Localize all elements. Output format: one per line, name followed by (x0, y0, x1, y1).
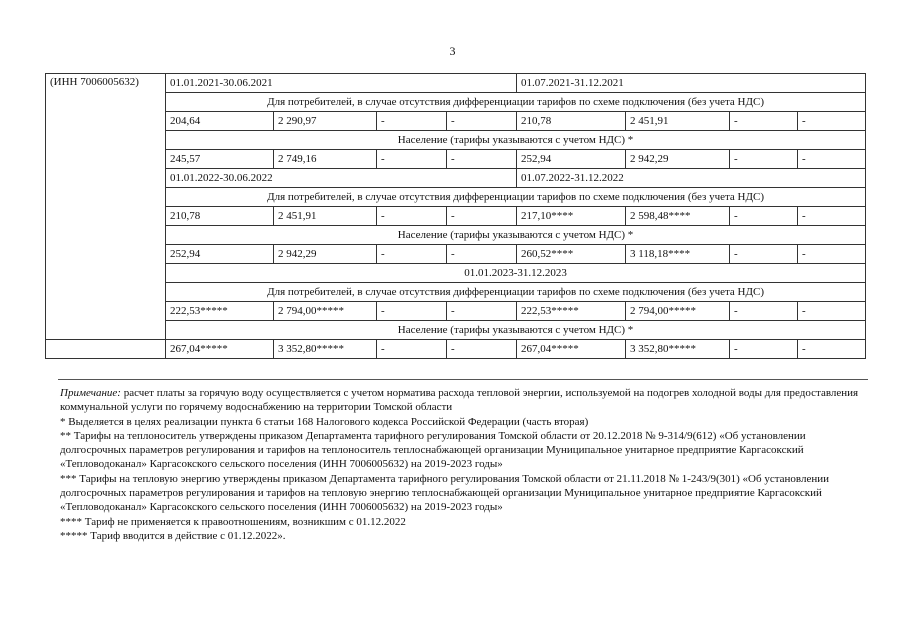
table-cell: 2 794,00***** (626, 302, 730, 321)
table-cell: - (798, 150, 866, 169)
table-cell: 2 942,29 (626, 150, 730, 169)
table-cell: - (798, 112, 866, 131)
note-main (60, 386, 868, 415)
table-cell: - (730, 112, 798, 131)
period-cell: 01.01.2022-30.06.2022 (166, 169, 517, 188)
table-cell: - (730, 150, 798, 169)
table-row (46, 245, 866, 264)
table-cell: 252,94 (517, 150, 626, 169)
table-cell: 267,04***** (166, 340, 274, 359)
table-row (46, 131, 866, 150)
note-label: Примечание: (60, 387, 121, 399)
table-cell: 2 451,91 (274, 207, 377, 226)
table-cell: - (730, 207, 798, 226)
table-cell: - (730, 340, 798, 359)
table-cell: - (447, 302, 517, 321)
divider (58, 379, 868, 380)
table-cell: - (798, 340, 866, 359)
period-cell: 01.01.2023-31.12.2023 (166, 264, 866, 283)
table-row (46, 74, 866, 93)
population-row-label: Население (тарифы указываются с учетом НДС) * (166, 226, 866, 245)
footnote-4: **** Тариф не применяется к правоотношениям, возникшим с 01.12.2022 (60, 515, 406, 528)
consumers-row-label: Для потребителей, в случае отсутствия дифференциации тарифов по схеме подключения (без учета НДС) (166, 283, 866, 302)
table-row (46, 93, 866, 112)
table-cell: - (730, 245, 798, 264)
table-cell: 222,53***** (166, 302, 274, 321)
table-cell: 222,53***** (517, 302, 626, 321)
population-row-label: Население (тарифы указываются с учетом НДС) * (166, 131, 866, 150)
consumers-row-label: Для потребителей, в случае отсутствия дифференциации тарифов по схеме подключения (без учета НДС) (166, 93, 866, 112)
table-row (46, 112, 866, 131)
note-main-text: расчет платы за горячую воду осуществляется с учетом норматива расхода тепловой энергии, используемой на подогрев холодной воды для предоставления коммунальной услуги по горячему водоснабжению на территории Томской области (60, 387, 859, 414)
footnote-5: ***** Тариф вводится в действие с 01.12.2022». (60, 529, 286, 542)
table-cell: 210,78 (517, 112, 626, 131)
table-cell: 3 352,80***** (626, 340, 730, 359)
table-cell: - (798, 207, 866, 226)
period-cell: 01.01.2021-30.06.2021 (166, 74, 517, 93)
owner-cell: (ИНН 7006005632) (46, 74, 166, 340)
table-cell: 2 942,29 (274, 245, 377, 264)
table-cell: - (377, 150, 447, 169)
table-cell: - (377, 302, 447, 321)
table-cell: - (447, 340, 517, 359)
table-row (46, 169, 866, 188)
table-row (46, 150, 866, 169)
table-cell: - (377, 340, 447, 359)
table-cell: - (377, 245, 447, 264)
table-row (46, 188, 866, 207)
table-cell: 260,52**** (517, 245, 626, 264)
table-cell: 3 352,80***** (274, 340, 377, 359)
table-cell: 2 794,00***** (274, 302, 377, 321)
table-row (46, 264, 866, 283)
footnote-1: * Выделяется в целях реализации пункта 6 статьи 168 Налогового кодекса Российской Федерации (часть вторая) (60, 415, 589, 428)
consumers-row-label: Для потребителей, в случае отсутствия дифференциации тарифов по схеме подключения (без учета НДС) (166, 188, 866, 207)
table-cell: 217,10**** (517, 207, 626, 226)
table-cell: - (377, 112, 447, 131)
table-cell: 2 749,16 (274, 150, 377, 169)
table-cell: 267,04***** (517, 340, 626, 359)
table-cell: - (377, 207, 447, 226)
table-cell: 210,78 (166, 207, 274, 226)
table-cell: 245,57 (166, 150, 274, 169)
table-row (46, 302, 866, 321)
table-row (46, 226, 866, 245)
table-cell: 252,94 (166, 245, 274, 264)
table-cell: 2 598,48**** (626, 207, 730, 226)
table-cell: - (447, 112, 517, 131)
table-cell: - (447, 207, 517, 226)
page-number: 3 (449, 44, 456, 58)
table-cell: 2 451,91 (626, 112, 730, 131)
table-row (46, 283, 866, 302)
table-cell: - (730, 302, 798, 321)
table-cell: - (798, 245, 866, 264)
period-cell: 01.07.2022-31.12.2022 (517, 169, 866, 188)
period-cell: 01.07.2021-31.12.2021 (517, 74, 866, 93)
population-row-label: Население (тарифы указываются с учетом НДС) * (166, 321, 866, 340)
table-row (46, 321, 866, 340)
table-cell: 3 118,18**** (626, 245, 730, 264)
table-cell: - (447, 150, 517, 169)
tariff-table (45, 73, 866, 359)
footnotes (60, 386, 868, 543)
table-cell: - (447, 245, 517, 264)
table-cell: - (798, 302, 866, 321)
table-cell: 2 290,97 (274, 112, 377, 131)
table-cell: 204,64 (166, 112, 274, 131)
footnote-2: ** Тарифы на теплоноситель утверждены приказом Департамента тарифного регулирования Томской области от 20.12.2018 № 9-314/9(612) «Об установлении долгосрочных параметров регулирования и тарифов на теплоноситель теплоснабжающей организации Муниципальное унитарное предприятие Каргасокский «Тепловодоканал» Каргасокского сельского поселения (ИНН 7006005632) на 2019-2023 годы» (60, 429, 806, 471)
table-row (46, 340, 866, 359)
footnote-3: *** Тарифы на тепловую энергию утверждены приказом Департамента тарифного регулирования Томской области от 21.11.2018 № 1-243/9(301) «Об установлении долгосрочных параметров регулирования и тарифов на тепловую энергию теплоснабжающей организации Муниципальное унитарное предприятие Каргасокский «Тепловодоканал» Каргасокского сельского поселения (ИНН 7006005632) на 2019-2023 годы» (60, 472, 830, 514)
table-row (46, 207, 866, 226)
table-cell (46, 340, 166, 359)
